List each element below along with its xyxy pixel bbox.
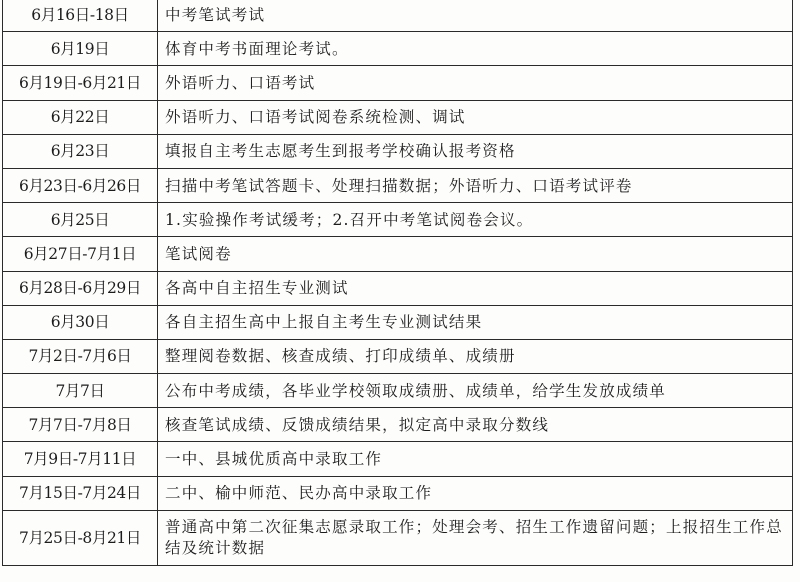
date-cell: 7月2日-7月6日 (3, 339, 158, 373)
task-cell: 普通高中第二次征集志愿录取工作；处理会考、招生工作遗留问题；上报招生工作总结及统计数据 (158, 510, 793, 565)
task-cell: 各自主招生高中上报自主考生专业测试结果 (158, 305, 793, 339)
date-cell: 6月30日 (3, 305, 158, 339)
date-cell: 6月19日 (3, 32, 158, 66)
date-cell: 6月28日-6月29日 (3, 271, 158, 305)
table-row (3, 271, 793, 305)
table-row (3, 510, 793, 565)
date-cell: 6月19日-6月21日 (3, 66, 158, 100)
table-row (3, 476, 793, 510)
date-cell: 6月16日-18日 (3, 0, 158, 32)
table-row (3, 168, 793, 202)
task-cell: 笔试阅卷 (158, 237, 793, 271)
task-cell: 外语听力、口语考试阅卷系统检测、调试 (158, 100, 793, 134)
date-cell: 6月23日-6月26日 (3, 168, 158, 202)
task-cell: 中考笔试考试 (158, 0, 793, 32)
task-cell: 体育中考书面理论考试。 (158, 32, 793, 66)
date-cell: 7月25日-8月21日 (3, 510, 158, 565)
table-row (3, 408, 793, 442)
task-cell: 1.实验操作考试缓考；2.召开中考笔试阅卷会议。 (158, 203, 793, 237)
table-row (3, 134, 793, 168)
task-cell: 扫描中考笔试答题卡、处理扫描数据；外语听力、口语考试评卷 (158, 168, 793, 202)
table-row (3, 339, 793, 373)
task-cell: 核查笔试成绩、反馈成绩结果，拟定高中录取分数线 (158, 408, 793, 442)
date-cell: 7月7日 (3, 374, 158, 408)
date-cell: 6月27日-7月1日 (3, 237, 158, 271)
task-cell: 整理阅卷数据、核查成绩、打印成绩单、成绩册 (158, 339, 793, 373)
date-cell: 6月25日 (3, 203, 158, 237)
table-row (3, 442, 793, 476)
task-cell: 二中、榆中师范、民办高中录取工作 (158, 476, 793, 510)
table-row (3, 203, 793, 237)
date-cell: 7月9日-7月11日 (3, 442, 158, 476)
date-cell: 6月22日 (3, 100, 158, 134)
exam-schedule-table (2, 0, 793, 566)
date-cell: 6月23日 (3, 134, 158, 168)
table-row (3, 305, 793, 339)
task-cell: 公布中考成绩，各毕业学校领取成绩册、成绩单，给学生发放成绩单 (158, 374, 793, 408)
table-row (3, 374, 793, 408)
table-row (3, 0, 793, 32)
task-cell: 外语听力、口语考试 (158, 66, 793, 100)
task-cell: 填报自主考生志愿考生到报考学校确认报考资格 (158, 134, 793, 168)
task-cell: 各高中自主招生专业测试 (158, 271, 793, 305)
table-row (3, 32, 793, 66)
table-row (3, 100, 793, 134)
date-cell: 7月15日-7月24日 (3, 476, 158, 510)
table-row (3, 237, 793, 271)
task-cell: 一中、县城优质高中录取工作 (158, 442, 793, 476)
date-cell: 7月7日-7月8日 (3, 408, 158, 442)
table-row (3, 66, 793, 100)
